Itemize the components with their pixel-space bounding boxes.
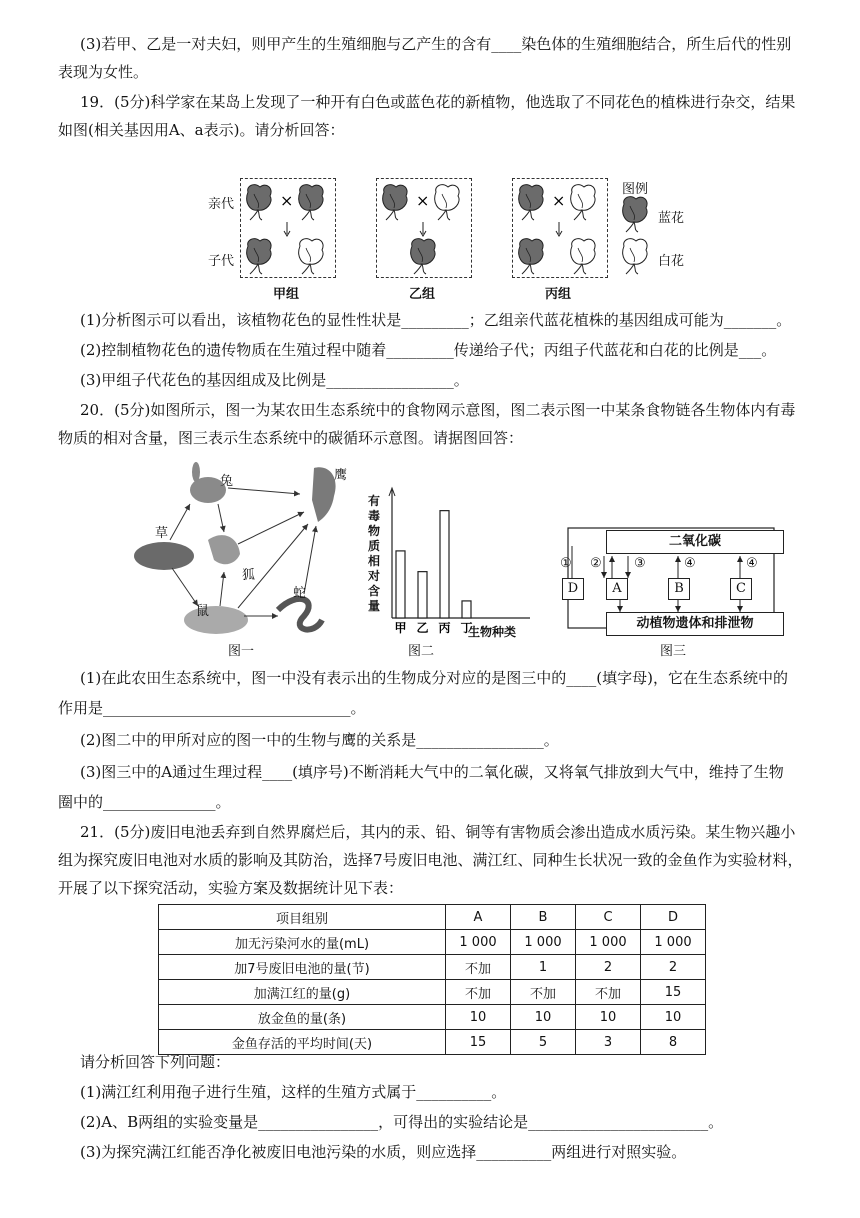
q19-sub1: (1)分析图示可以看出，该植物花色的显性性状是_________；乙组亲代蓝花植株的基因组成可能为_______。 bbox=[80, 311, 792, 329]
label-eagle: 鹰 bbox=[334, 468, 348, 483]
bar-0 bbox=[396, 551, 405, 618]
food-web-figure bbox=[128, 460, 368, 660]
x-tick-label: 乙 bbox=[416, 621, 429, 635]
legend-white-flower bbox=[623, 239, 647, 274]
table-row bbox=[159, 930, 706, 955]
table-cell: 10 bbox=[511, 1005, 576, 1030]
table-cell: 1 000 bbox=[446, 930, 511, 955]
label-snake: 蛇 bbox=[293, 586, 307, 601]
yi-parent-white bbox=[435, 185, 459, 220]
table-cell: 加7号废旧电池的量(节) bbox=[159, 955, 446, 980]
q21-sub2: (2)A、B两组的实验变量是________________，可得出的实验结论是________________________。 bbox=[80, 1113, 724, 1131]
table-cell: 加无污染河水的量(mL) bbox=[159, 930, 446, 955]
bing-parent-white bbox=[571, 185, 595, 220]
table-cell: 1 000 bbox=[576, 930, 641, 955]
arrow-label-2: ② bbox=[590, 556, 602, 571]
table-cell: 1 000 bbox=[641, 930, 706, 955]
group-label-yi: 乙组 bbox=[409, 287, 436, 302]
label-rabbit: 兔 bbox=[220, 474, 234, 489]
bing-child-white bbox=[571, 239, 595, 274]
node-b: B bbox=[668, 578, 690, 600]
table-cell: 5 bbox=[511, 1030, 576, 1055]
table-cell: 放金鱼的量(条) bbox=[159, 1005, 446, 1030]
bar-1 bbox=[418, 572, 427, 618]
table-header-cell: D bbox=[641, 905, 706, 930]
q18-3-line2: 表现为女性。 bbox=[58, 63, 149, 81]
yi-child-blue bbox=[411, 239, 435, 274]
table-cell: 不加 bbox=[446, 955, 511, 980]
fox-image bbox=[208, 535, 240, 564]
bing-parent-blue bbox=[519, 185, 543, 220]
eagle-image bbox=[312, 467, 336, 522]
group-label-bing: 丙组 bbox=[545, 287, 572, 302]
x-tick-label: 丙 bbox=[438, 621, 451, 635]
fig2-caption: 图二 bbox=[408, 644, 435, 659]
yi-cross: × bbox=[416, 191, 430, 210]
node-c: C bbox=[730, 578, 752, 600]
q20-sub3-line2: 圈中的_______________。 bbox=[58, 793, 231, 811]
fig3-caption: 图三 bbox=[660, 644, 687, 659]
q20-sub1-line2: 作用是_________________________________。 bbox=[58, 699, 366, 717]
fig2-xlabel: 生物种类 bbox=[468, 625, 517, 639]
x-tick-label: 甲 bbox=[394, 621, 407, 635]
table-cell: 2 bbox=[576, 955, 641, 980]
table-header-cell: C bbox=[576, 905, 641, 930]
yi-parent-blue bbox=[383, 185, 407, 220]
q21-stem-line1: 21．(5分)废旧电池丢弃到自然界腐烂后，其内的汞、铅、铜等有害物质会渗出造成水质污染。某生物兴趣小 bbox=[80, 823, 796, 841]
table-cell: 加满江红的量(g) bbox=[159, 980, 446, 1005]
q20-sub1-line1: (1)在此农田生态系统中，图一中没有表示出的生物成分对应的是图三中的____(填字母)，它在生态系统中的 bbox=[80, 669, 788, 687]
toxin-bar-chart bbox=[384, 486, 534, 636]
table-cell: 15 bbox=[641, 980, 706, 1005]
bar-3 bbox=[462, 601, 471, 618]
table-cell: 不加 bbox=[576, 980, 641, 1005]
q20-stem-line2: 物质的相对含量，图三表示生态系统中的碳循环示意图。请据图回答： bbox=[58, 429, 524, 447]
jia-child-blue bbox=[247, 239, 271, 274]
legend-white-label: 白花 bbox=[658, 254, 685, 269]
table-cell: 10 bbox=[641, 1005, 706, 1030]
q19-stem-line1: 19．(5分)科学家在某岛上发现了一种开有白色或蓝色花的新植物，他选取了不同花色的植株进行杂交，结果 bbox=[80, 93, 796, 111]
table-cell: 不加 bbox=[511, 980, 576, 1005]
table-header-cell: A bbox=[446, 905, 511, 930]
table-row bbox=[159, 1005, 706, 1030]
group-label-jia: 甲组 bbox=[273, 287, 300, 302]
bing-cross: × bbox=[552, 191, 566, 210]
table-row bbox=[159, 955, 706, 980]
grass-image bbox=[134, 542, 194, 570]
fig1-caption: 图一 bbox=[228, 644, 255, 659]
q20-sub3-line1: (3)图三中的A通过生理过程____(填序号)不断消耗大气中的二氧化碳，又将氧气排放到大气中，维持了生物 bbox=[80, 763, 784, 781]
q20-stem-line1: 20．(5分)如图所示，图一为某农田生态系统中的食物网示意图，图二表示图一中某条食物链各生物体内有毒 bbox=[80, 401, 796, 419]
q19-sub2: (2)控制植物花色的遗传物质在生殖过程中随着_________传递给子代；丙组子代蓝花和白花的比例是___。 bbox=[80, 341, 777, 359]
row-label-parent: 亲代 bbox=[208, 197, 235, 212]
experiment-table bbox=[158, 904, 706, 1055]
label-mouse: 鼠 bbox=[196, 604, 210, 619]
arrow-label-1: ① bbox=[560, 556, 572, 571]
q19-stem-line2: 如图(相关基因用A、a表示)。请分析回答： bbox=[58, 121, 345, 139]
x-tick-label: 丁 bbox=[460, 621, 473, 635]
jia-parent-blue-2 bbox=[299, 185, 323, 220]
arrow-label-4a: ④ bbox=[684, 556, 696, 571]
legend-title: 图例 bbox=[622, 182, 649, 197]
legend-blue-flower bbox=[623, 197, 647, 232]
jia-child-white bbox=[299, 239, 323, 274]
table-cell: 2 bbox=[641, 955, 706, 980]
label-fox: 狐 bbox=[242, 568, 256, 583]
table-cell: 10 bbox=[576, 1005, 641, 1030]
table-cell: 1 bbox=[511, 955, 576, 980]
table-header-cell: 项目组别 bbox=[159, 905, 446, 930]
table-cell: 金鱼存活的平均时间(天) bbox=[159, 1030, 446, 1055]
table-header-row bbox=[159, 905, 706, 930]
q21-sub1: (1)满江红利用孢子进行生殖，这样的生殖方式属于__________。 bbox=[80, 1083, 507, 1101]
table-cell: 3 bbox=[576, 1030, 641, 1055]
bar-2 bbox=[440, 511, 449, 618]
table-cell: 不加 bbox=[446, 980, 511, 1005]
arrow-label-4b: ④ bbox=[746, 556, 758, 571]
q21-stem-line2: 组为探究废旧电池对水质的影响及其防治，选择7号废旧电池、满江红、同种生长状况一致的金鱼作为实验材料， bbox=[58, 851, 803, 869]
co2-box: 二氧化碳 bbox=[606, 530, 784, 554]
node-a: A bbox=[606, 578, 628, 600]
row-label-child: 子代 bbox=[208, 254, 235, 269]
remains-box: 动植物遗体和排泄物 bbox=[606, 612, 784, 636]
q18-3-line1: (3)若甲、乙是一对夫妇，则甲产生的生殖细胞与乙产生的含有____染色体的生殖细胞结合，所生后代的性别 bbox=[80, 35, 792, 53]
snake-image bbox=[278, 599, 322, 630]
table-cell: 8 bbox=[641, 1030, 706, 1055]
label-grass: 草 bbox=[155, 526, 169, 541]
node-d: D bbox=[562, 578, 584, 600]
bing-child-blue bbox=[519, 239, 543, 274]
table-row bbox=[159, 980, 706, 1005]
jia-cross: × bbox=[280, 191, 294, 210]
mouse-image bbox=[184, 606, 248, 634]
table-cell: 10 bbox=[446, 1005, 511, 1030]
q19-sub3: (3)甲组子代花色的基因组成及比例是_________________。 bbox=[80, 371, 469, 389]
q21-sub3: (3)为探究满江红能否净化被废旧电池污染的水质，则应选择__________两组进行对照实验。 bbox=[80, 1143, 687, 1161]
legend-blue-label: 蓝花 bbox=[658, 211, 685, 226]
table-cell: 1 000 bbox=[511, 930, 576, 955]
fig2-ylabel: 有毒物质相对含量 bbox=[368, 494, 381, 613]
cross-diagram bbox=[240, 176, 660, 280]
table-header-cell: B bbox=[511, 905, 576, 930]
jia-parent-blue-1 bbox=[247, 185, 271, 220]
q21-prompt: 请分析回答下列问题： bbox=[80, 1053, 231, 1071]
q21-stem-line3: 开展了以下探究活动，实验方案及数据统计见下表： bbox=[58, 879, 404, 897]
arrow-label-3: ③ bbox=[634, 556, 646, 571]
table-cell: 15 bbox=[446, 1030, 511, 1055]
q20-sub2: (2)图二中的甲所对应的图一中的生物与鹰的关系是_________________。 bbox=[80, 731, 559, 749]
